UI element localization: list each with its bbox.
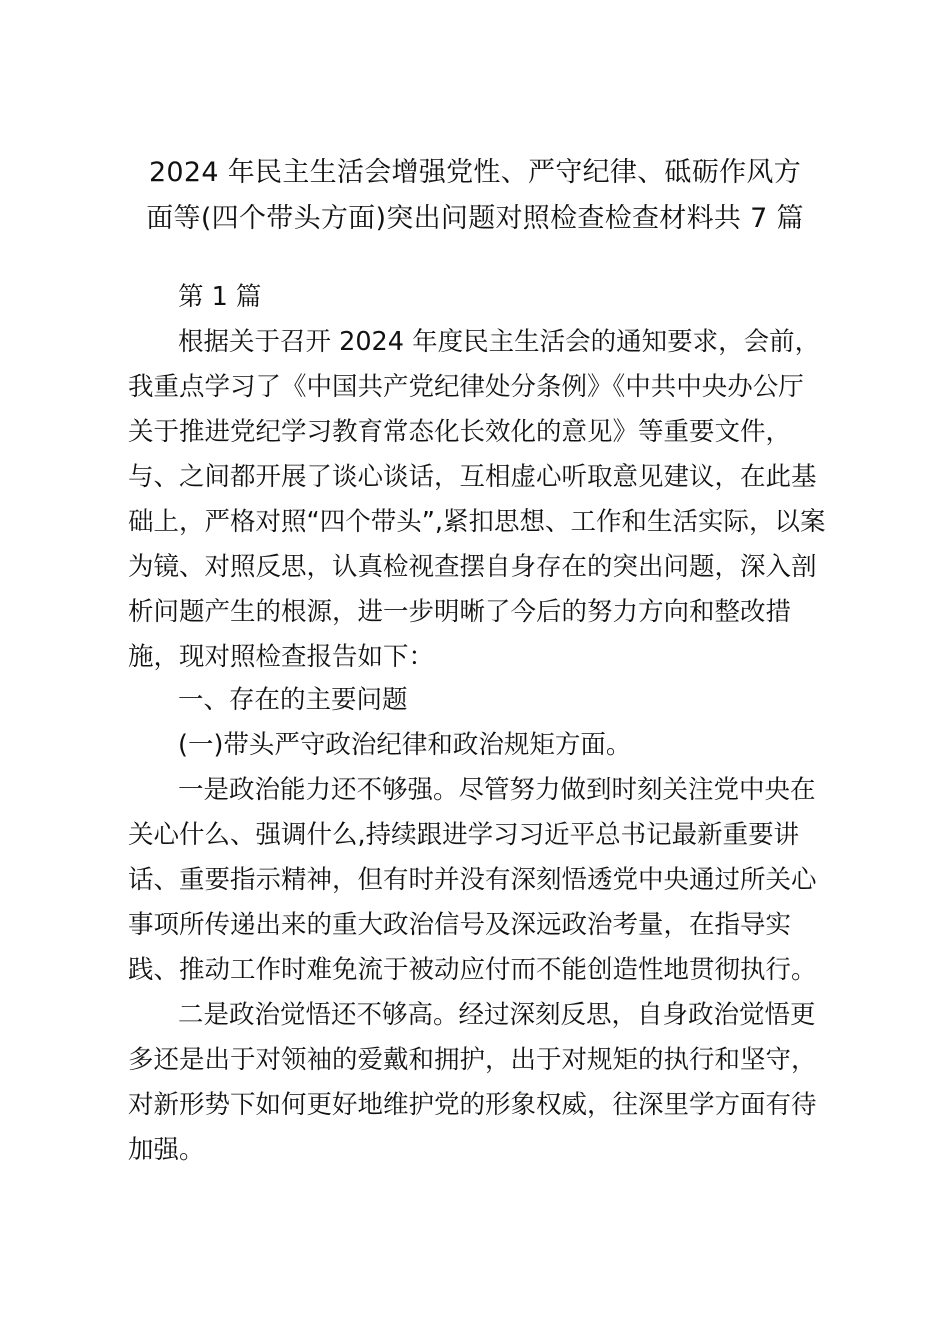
part-label: 第 1 篇: [178, 282, 262, 312]
paragraph-line: 对新形势下如何更好地维护党的形象权威，往深里学方面有待: [128, 1090, 817, 1120]
paragraph-line: 析问题产生的根源，进一步明晰了今后的努力方向和整改措: [128, 597, 792, 627]
paragraph-line: 多还是出于对领袖的爱戴和拥护，出于对规矩的执行和坚守，: [128, 1045, 817, 1075]
paragraph-line: 关心什么、强调什么,持续跟进学习习近平总书记最新重要讲: [128, 820, 800, 850]
paragraph-line: 施，现对照检查报告如下：: [128, 642, 435, 672]
paragraph-line: 根据关于召开 2024 年度民主生活会的通知要求，会前，: [178, 327, 821, 357]
paragraph-line: 与、之间都开展了谈心谈话，互相虚心听取意见建议，在此基: [128, 462, 817, 492]
document-title-line-1: 2024 年民主生活会增强党性、严守纪律、砥砺作风方: [148, 157, 802, 188]
paragraph-line: 关于推进党纪学习教育常态化长效化的意见》等重要文件，: [128, 417, 792, 447]
paragraph-line: 加强。: [128, 1135, 205, 1165]
paragraph-line: 话、重要指示精神，但有时并没有深刻悟透党中央通过所关心: [128, 865, 817, 895]
paragraph-line: 础上，严格对照“四个带头”,紧扣思想、工作和生活实际，以案: [128, 507, 826, 537]
paragraph-line: 为镜、对照反思，认真检视查摆自身存在的突出问题，深入剖: [128, 552, 817, 582]
paragraph-line: 践、推动工作时难免流于被动应付而不能创造性地贯彻执行。: [128, 955, 817, 985]
paragraph-line: 一是政治能力还不够强。尽管努力做到时刻关注党中央在: [178, 775, 816, 805]
paragraph-line: 事项所传递出来的重大政治信号及深远政治考量，在指导实: [128, 910, 792, 940]
section-heading: 一、存在的主要问题: [178, 685, 408, 715]
document-title-line-2: 面等(四个带头方面)突出问题对照检查检查材料共 7 篇: [146, 203, 804, 234]
subsection-heading: (一)带头严守政治纪律和政治规矩方面。: [178, 730, 632, 760]
paragraph-line: 我重点学习了《中国共产党纪律处分条例》《中共中央办公厅: [128, 372, 804, 402]
paragraph-line: 二是政治觉悟还不够高。经过深刻反思，自身政治觉悟更: [178, 1000, 816, 1030]
